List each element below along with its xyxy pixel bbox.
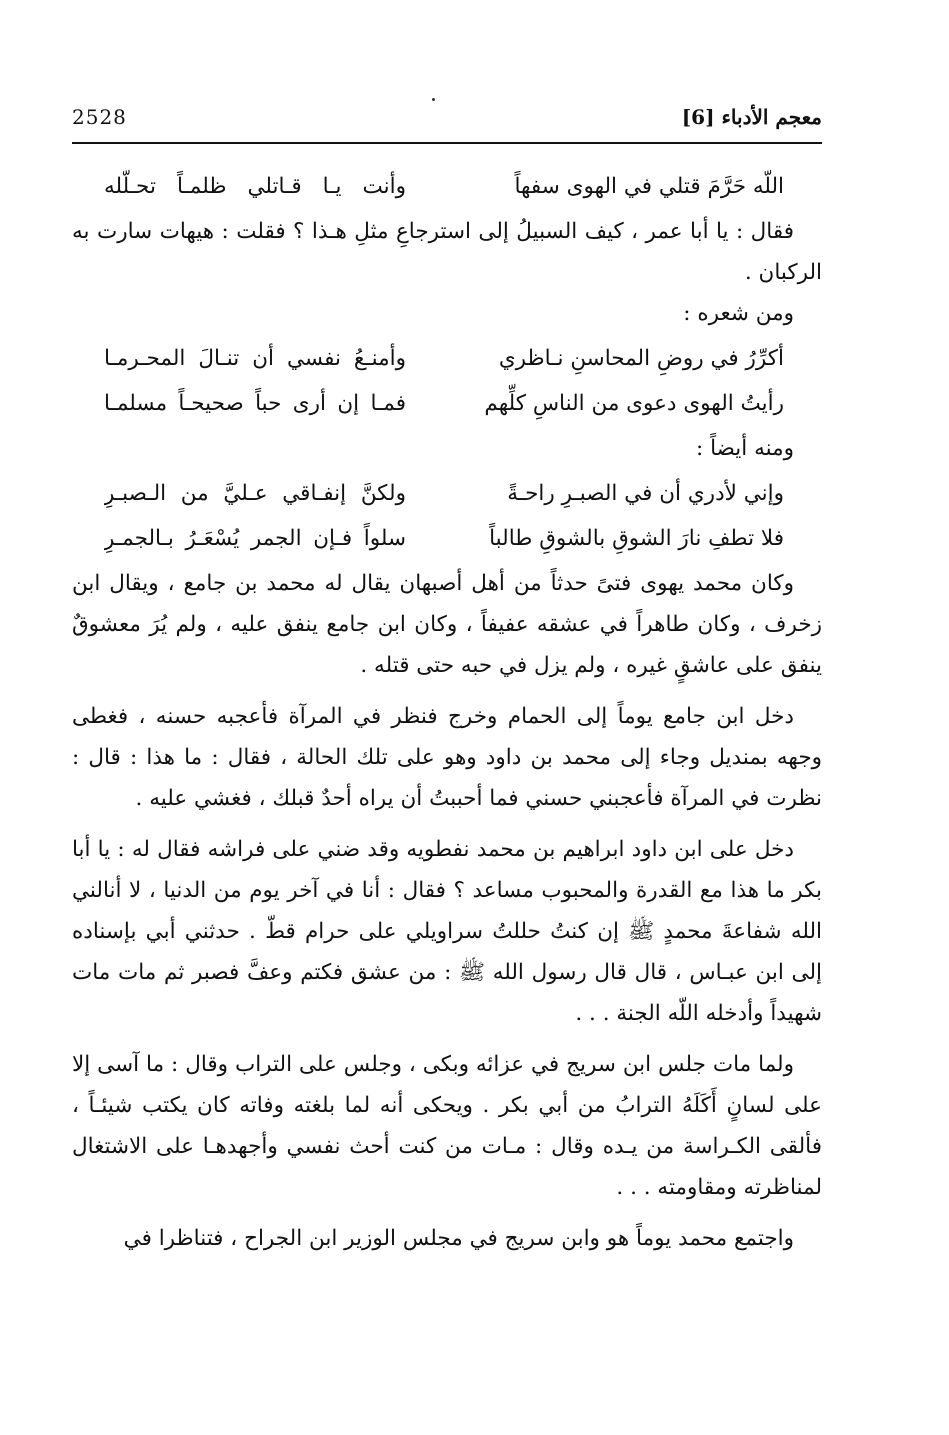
verse-second-hemistich: فمـا إن أرى حباً صحيحـاً مسلمـا xyxy=(104,391,406,416)
header-rule xyxy=(72,142,822,144)
poem-intro: ومنه أيضاً : xyxy=(696,436,794,461)
book-title: معجم الأدباء [6] xyxy=(681,105,822,129)
verse-second-hemistich: سلواً فـإن الجمر يُسْعَـرُ بـالجمـرِ xyxy=(104,526,406,551)
verse-second-hemistich: ولكنَّ إنفـاقي عـليَّ من الـصبـرِ xyxy=(104,481,406,506)
verse-first-hemistich: أكرِّرُ في روضِ المحاسنِ نـاظري xyxy=(498,346,784,371)
verse-first-hemistich: رأيتُ الهوى دعوى من الناسِ كلِّهم xyxy=(484,391,784,416)
verse-first-hemistich: فلا تطفِ نارَ الشوقِ بالشوقِ طالباً xyxy=(489,526,784,551)
verse-line xyxy=(72,338,822,379)
paragraph: واجتمع محمد يوماً هو وابن سريج في مجلس الوزير ابن الجراح ، فتناظرا في xyxy=(123,1226,794,1251)
verse-second-hemistich: وأنت يـا قـاتلي ظلمـاً تحـلّله xyxy=(104,174,406,199)
page-number: 2528 xyxy=(72,105,127,129)
paragraph: وكان محمد يهوى فتىً حدثاً من أهل أصبهان يقال له محمد بن جامع ، ويقال ابن زخرف ، وكان طاهراً في عشقه عفيفاً ، وكان ابن جامع ينفق عليه ، ولم يُرَ معشوقٌ ينفق على عاشقٍ غيره ، ولم يزل في حبه حتى قتله . xyxy=(72,571,822,678)
verse-second-hemistich: وأمنـعُ نفسي أن تنـالَ المحـرمـا xyxy=(104,346,406,371)
page-body xyxy=(72,162,822,1259)
running-header xyxy=(72,100,822,134)
verse-line xyxy=(72,473,822,514)
paragraph: دخل ابن جامع يوماً إلى الحمام وخرج فنظر في المرآة فأعجبه حسنه ، فغطى وجهه بمنديل وجاء إلى محمد بن داود وهو على تلك الحالة ، فقال : ما هذا : قال : نظرت في المرآة فأعجبني حسني فما أحببتُ أن يراه أحدٌ قبلك ، فغشي عليه . xyxy=(72,704,822,811)
paragraph: ولما مات جلس ابن سريج في عزائه وبكى ، وجلس على التراب وقال : ما آسى إلا على لسانٍ أَكَلَهُ الترابُ من أبي بكر . ويحكى أنه لما بلغته وفاته كان يكتب شيئـاً ، فألقى الكـراسة من يـده وقال : مـات من كنت أحث نفسي وأجهدهـا على الاشتغال لمناظرته ومقاومته . . . xyxy=(72,1052,822,1200)
verse-first-hemistich: وإني لأدري أن في الصبـرِ راحـةً xyxy=(507,481,784,506)
verse-first-hemistich: اللّه حَرَّمَ قتلي في الهوى سفهاً xyxy=(514,174,784,199)
verse-line xyxy=(72,166,822,207)
paragraph: دخل على ابن داود ابراهيم بن محمد نفطويه وقد ضني على فراشه فقال له : يا أبا بكر ما هذا مع القدرة والمحبوب مساعد ؟ فقال : أنا في آخر يوم من الدنيا ، لا أنالني الله شفاعةَ محمدٍ ﷺ إن كنتُ حللتُ سراويلي على حرام قطّ . حدثني أبي بإسناده إلى ابن عبـاس ، قال قال رسول الله ﷺ : من عشق فكتم وعفَّ فصبر ثم مات مات شهيداً وأدخله اللّه الجنة . . . xyxy=(72,837,822,1026)
paragraph: فقال : يا أبا عمر ، كيف السبيلُ إلى استرجاعِ مثلِ هـذا ؟ فقلت : هيهات سارت به الركبان . xyxy=(72,219,822,285)
verse-line xyxy=(72,518,822,559)
poem-intro: ومن شعره : xyxy=(683,301,794,326)
verse-line xyxy=(72,383,822,424)
